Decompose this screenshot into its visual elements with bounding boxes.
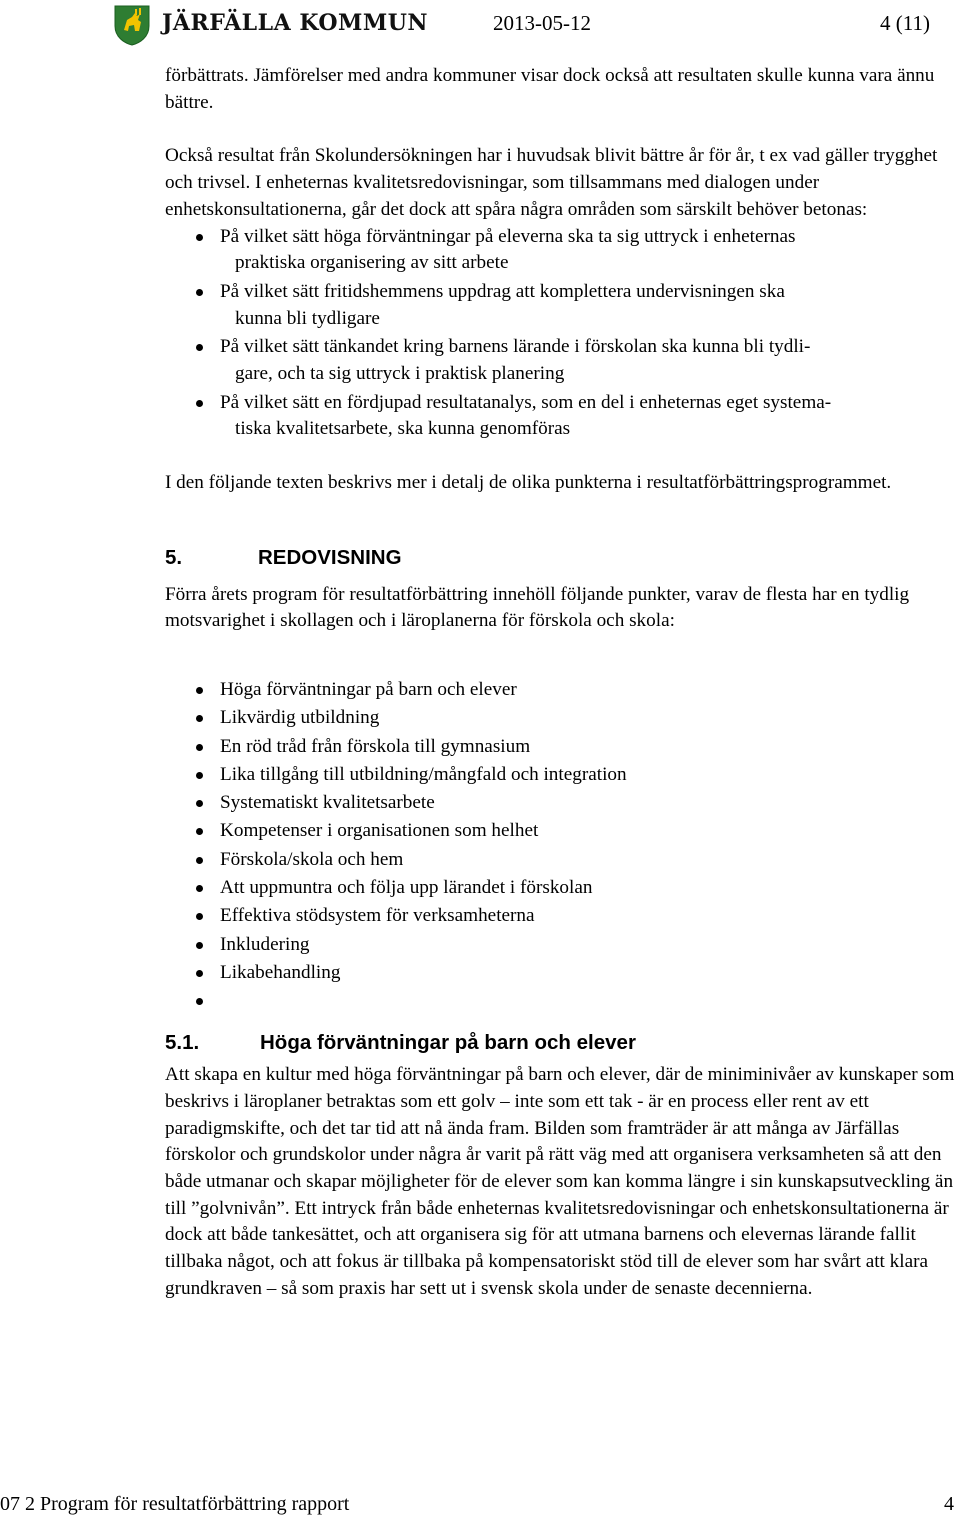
paragraph-survey-results: Också resultat från Skolundersökningen har i huvudsak blivit bättre år för år, t ex vad gäller trygghet och trivsel. I enheternas kvalitetsredovisningar, som tillsammans med dialogen under enhetskonsultationerna, går det dock att spåra några områden som särskilt behöver betonas: xyxy=(165,145,938,220)
paragraph-continuation: förbättrats. Jämförelser med andra kommuner visar dock också att resultaten skulle kunna vara ännu bättre. xyxy=(165,65,935,113)
focus-areas-list xyxy=(165,224,955,444)
list-item: Effektiva stödsystem för verksamheterna xyxy=(165,902,955,930)
section-5-intro: Förra årets program för resultatförbättring innehöll följande punkter, varav de flesta har en tydlig motsvarighet i skollagen och i läroplanerna för förskola och skola: xyxy=(165,583,910,632)
list-item: Likabehandling xyxy=(165,959,955,987)
document-date: 2013-05-12 xyxy=(493,11,591,35)
list-item: Lika tillgång till utbildning/mångfald och integration xyxy=(165,761,955,789)
list-item: Kompetenser i organisationen som helhet xyxy=(165,817,955,845)
section-heading-5: 5. REDOVISNING xyxy=(165,545,402,569)
paragraph-following-text: I den följande texten beskrivs mer i detalj de olika punkterna i resultatförbättringsprogrammet. xyxy=(165,472,892,494)
list-item: På vilket sätt en fördjupad resultatanalys, som en del i enheternas eget systema- tiska kvalitetsarbete, ska kunna genomföras xyxy=(165,390,955,443)
section-5-1-body: Att skapa en kultur med höga förväntningar på barn och elever, där de miniminivåer av kunskaper som beskrivs i läroplaner betraktas som ett golv – inte som ett tak - är en process eller rent av ett paradigmskifte, och det tar tid att nå ända fram. Bilden som framträder är att många av Järfällas förskolor och grundskolor under några år varit på rätt väg med att organisera verksamheten så att den både utmanar och skapar möjligheter för de elever som kan komma längre i sin kunskapsutveckling än till ”golvnivån”. Ett intryck från både enheternas kvalitetsredovisningar och enhetskonsultationerna är dock att både tankesättet, och att organisera sig för att utmana barnens och elevernas lärande fallit tillbaka något, och att fokus är tillbaka på kompensatoriskt stöd till de elever som har svårt att klara grundkraven – så som praxis har sett ut i svensk skola under de senaste decennierna. xyxy=(165,1064,955,1299)
program-points-list xyxy=(165,676,955,1016)
list-item: På vilket sätt fritidshemmens uppdrag att komplettera undervisningen ska kunna bli tydligare xyxy=(165,279,955,332)
list-item: Likvärdig utbildning xyxy=(165,704,955,732)
page-header xyxy=(0,0,960,50)
section-heading-5-1: 5.1. Höga förväntningar på barn och elever xyxy=(165,1030,636,1054)
page-indicator: 4 (11) xyxy=(880,11,930,35)
list-item: Förskola/skola och hem xyxy=(165,846,955,874)
list-item: På vilket sätt tänkandet kring barnens lärande i förskolan ska kunna bli tydli- gare, och ta sig uttryck i praktisk planering xyxy=(165,334,955,387)
coat-of-arms-logo xyxy=(113,4,151,46)
list-item: Höga förväntningar på barn och elever xyxy=(165,676,955,704)
list-item: Inkludering xyxy=(165,931,955,959)
list-item: Systematiskt kvalitetsarbete xyxy=(165,789,955,817)
org-name: JÄRFÄLLA KOMMUN xyxy=(162,10,429,36)
document-body xyxy=(165,63,955,1303)
list-item: Att uppmuntra och följa upp lärandet i förskolan xyxy=(165,874,955,902)
list-item: En röd tråd från förskola till gymnasium xyxy=(165,733,955,761)
list-item-empty xyxy=(165,987,955,1015)
footer-page-number: 4 xyxy=(944,1493,954,1515)
footer-document-title: 07 2 Program för resultatförbättring rapport xyxy=(0,1493,350,1515)
list-item: På vilket sätt höga förväntningar på eleverna ska ta sig uttryck i enheternas praktiska organisering av sitt arbete xyxy=(165,224,955,277)
